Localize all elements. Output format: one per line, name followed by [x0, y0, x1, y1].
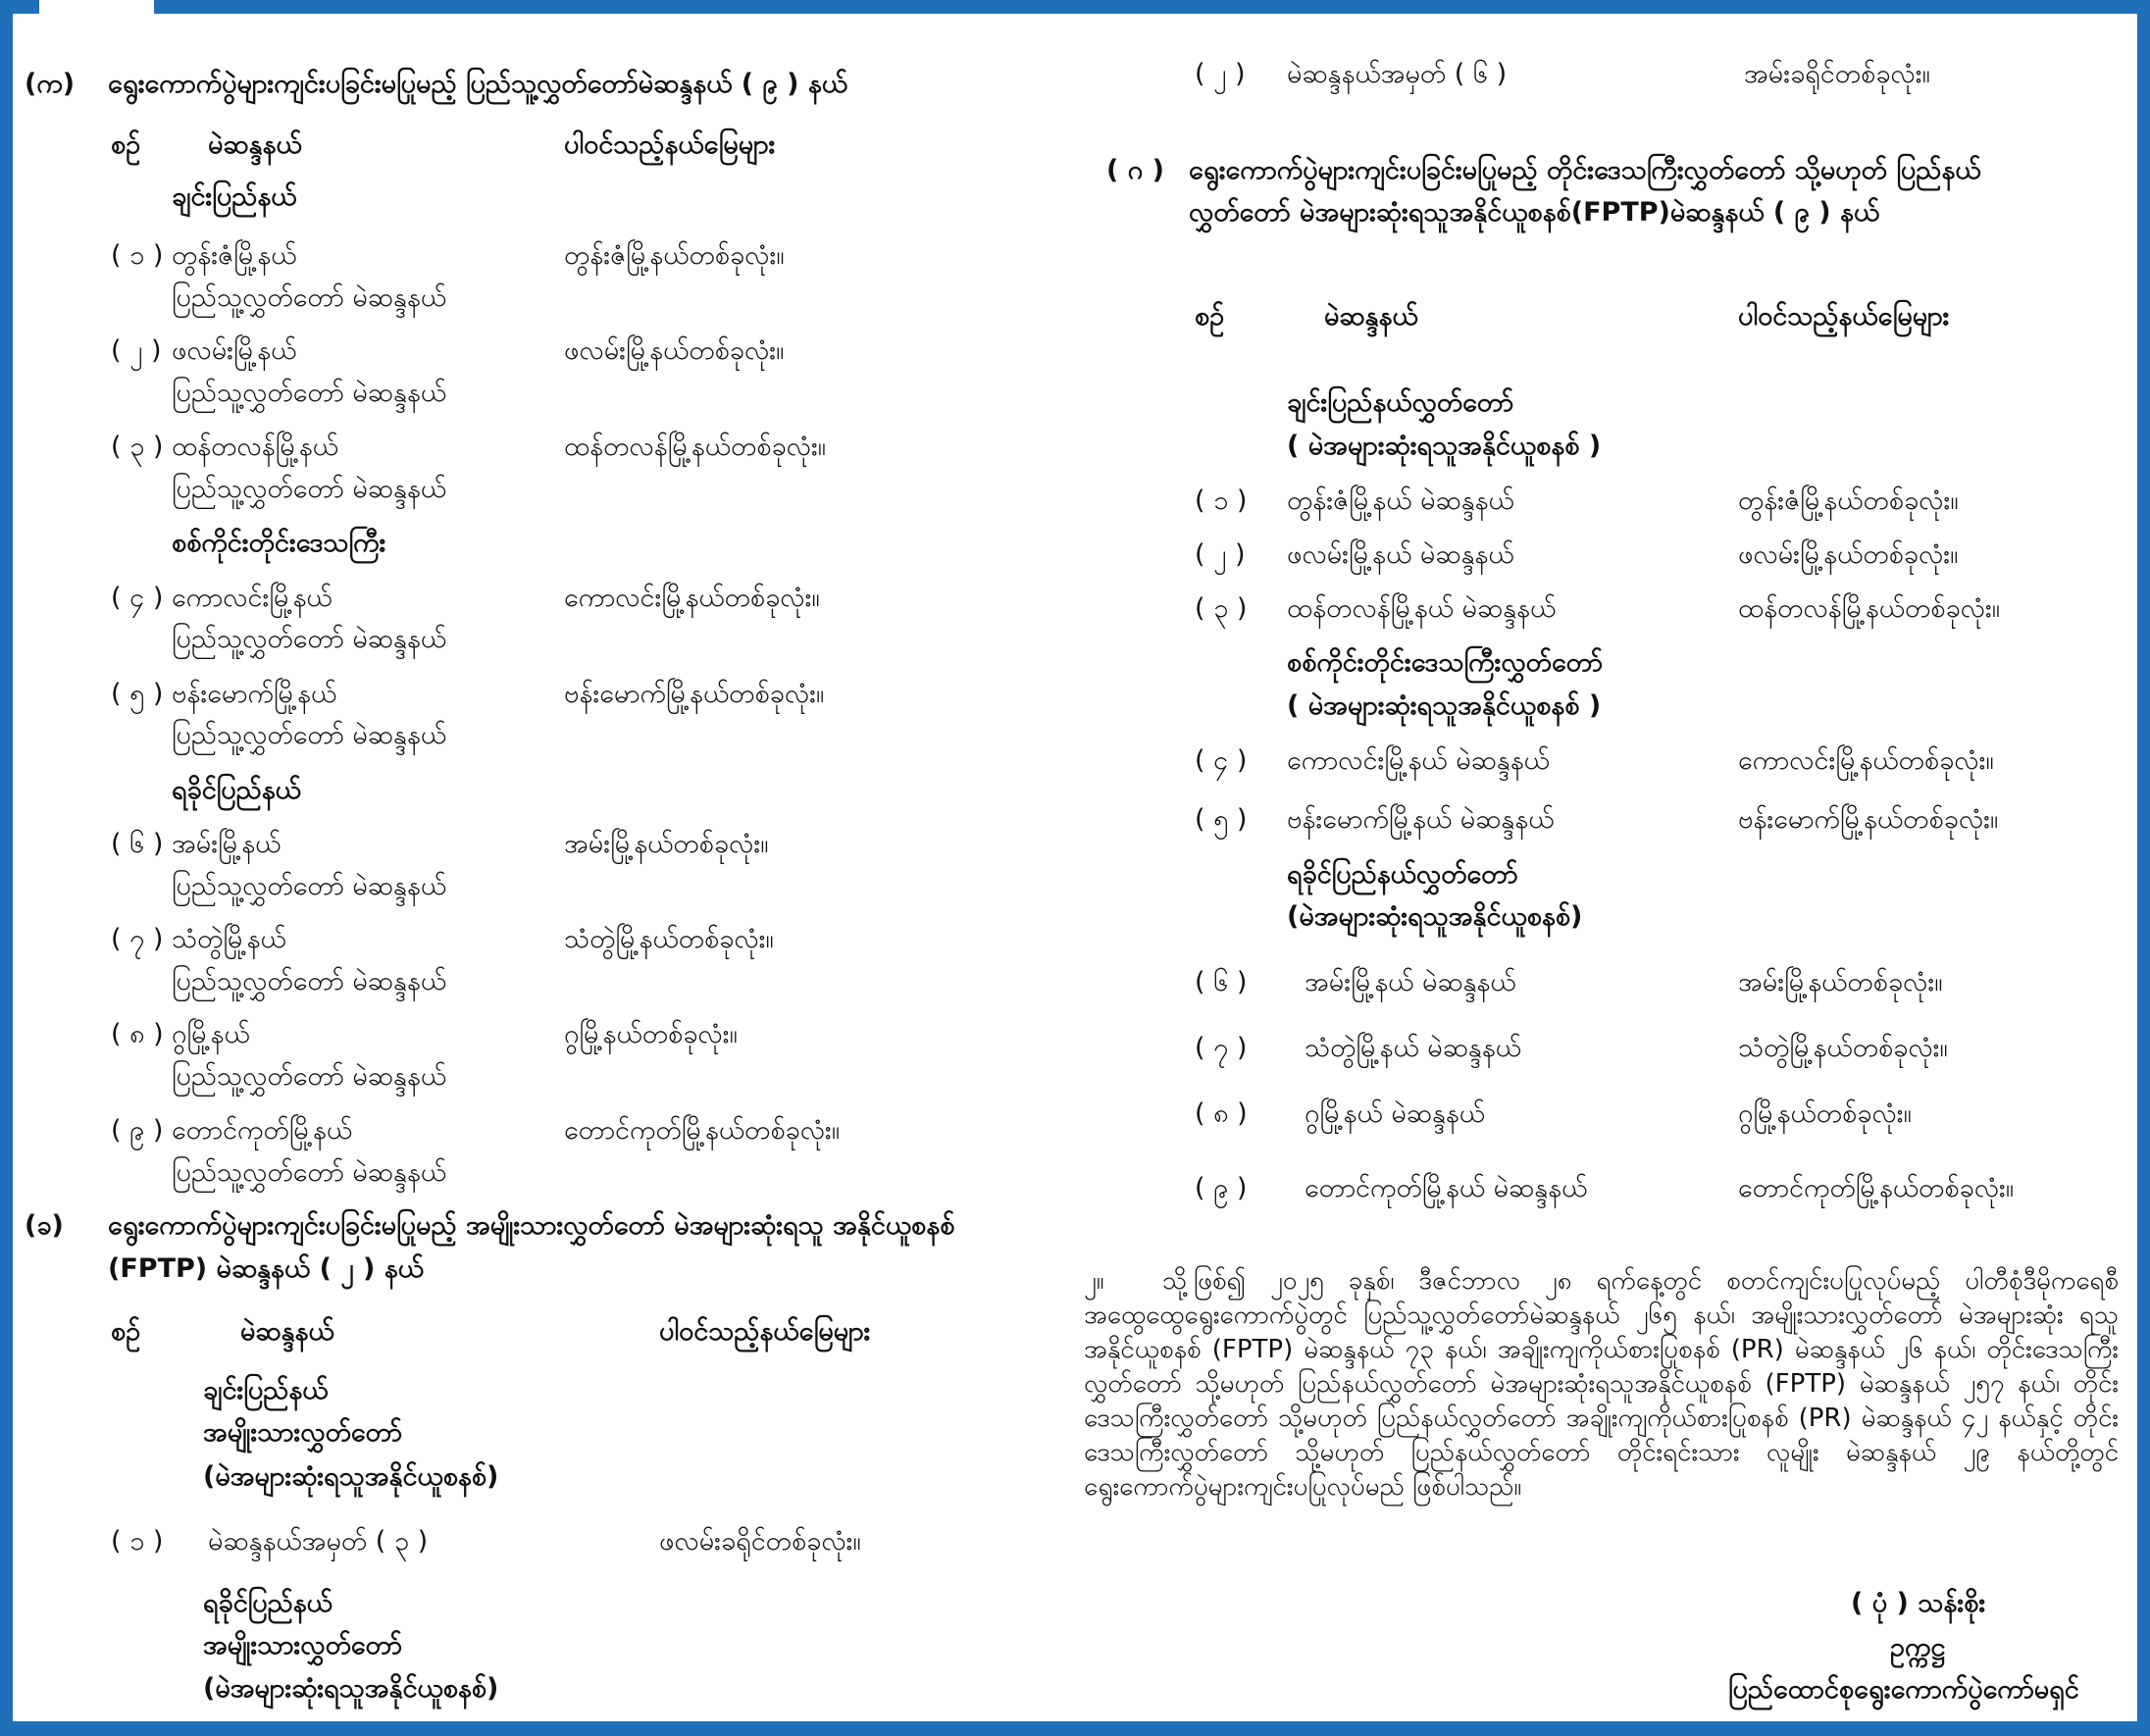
- row-included-area: ဖလမ်းခရိုင်တစ်ခုလုံး။: [659, 1526, 861, 1557]
- row-included-area: အမ်းမြို့နယ်တစ်ခုလုံး။: [564, 829, 769, 859]
- group-heading: (မဲအများဆုံးရသူအနိုင်ယူစနစ်): [203, 1461, 499, 1492]
- col-header-no: စဉ်: [111, 1316, 141, 1347]
- row-constituency: ဂွမြို့နယ်: [172, 1019, 250, 1049]
- group-heading: ချင်းပြည်နယ်လွှတ်တော်: [1287, 387, 1514, 418]
- row-constituency: မဲဆန္ဒနယ်အမှတ် ( ၆ ): [1287, 59, 1508, 89]
- section-heading: ရွေးကောက်ပွဲများကျင်းပခြင်းမပြုမည့် တိုင်းဒေသကြီးလွှတ်တော် သို့မဟုတ် ပြည်နယ်: [1189, 155, 1981, 185]
- group-heading: (မဲအများဆုံးရသူအနိုင်ယူစနစ်): [203, 1673, 499, 1704]
- row-number: ( ၅ ): [1195, 804, 1248, 835]
- row-number: ( ၆ ): [1195, 967, 1248, 997]
- signatory-name: ( ပုံ ) သန်းစိုး: [1851, 1588, 1986, 1618]
- row-sub-label: ပြည်သူ့လွှတ်တော် မဲဆန္ဒနယ်: [172, 871, 447, 901]
- col-header-no: စဉ်: [111, 129, 141, 160]
- section-marker: (ခ): [25, 1210, 64, 1241]
- row-constituency: အမ်းမြို့နယ်: [172, 829, 282, 859]
- group-heading: ( မဲအများဆုံးရသူအနိုင်ယူစနစ် ): [1287, 690, 1602, 721]
- paragraph-marker: ၂။: [1084, 1266, 1104, 1296]
- row-number: ( ၂ ): [1195, 59, 1246, 89]
- row-included-area: ဗန်းမောက်မြို့နယ်တစ်ခုလုံး။: [564, 679, 825, 709]
- group-heading: (မဲအများဆုံးရသူအနိုင်ယူစနစ်): [1287, 901, 1583, 932]
- row-sub-label: ပြည်သူ့လွှတ်တော် မဲဆန္ဒနယ်: [172, 720, 447, 750]
- frame-border-bottom: [0, 1721, 2150, 1736]
- row-included-area: ဖလမ်းမြို့နယ်တစ်ခုလုံး။: [1738, 539, 1959, 570]
- row-included-area: ထန်တလန်မြို့နယ်တစ်ခုလုံး။: [1738, 593, 2000, 624]
- signatory-organization: ပြည်ထောင်စုရွေးကောက်ပွဲကော်မရှင်: [1728, 1674, 2079, 1705]
- frame-border-top: [154, 0, 2150, 14]
- row-included-area: သံတွဲမြို့နယ်တစ်ခုလုံး။: [564, 924, 774, 954]
- row-number: ( ၃ ): [1195, 593, 1248, 624]
- section-heading-line2: (FPTP) မဲဆန္ဒနယ် ( ၂ ) နယ်: [108, 1253, 424, 1284]
- group-heading: ( မဲအများဆုံးရသူအနိုင်ယူစနစ် ): [1287, 431, 1602, 461]
- row-number: ( ၁ ): [1195, 485, 1248, 516]
- row-included-area: တွန်းဇံမြို့နယ်တစ်ခုလုံး။: [564, 240, 785, 271]
- region-heading: စစ်ကိုင်းတိုင်းဒေသကြီး: [172, 528, 386, 558]
- row-included-area: သံတွဲမြို့နယ်တစ်ခုလုံး။: [1738, 1033, 1948, 1063]
- row-constituency: မဲဆန္ဒနယ်အမှတ် ( ၃ ): [208, 1526, 429, 1557]
- row-sub-label: ပြည်သူ့လွှတ်တော် မဲဆန္ဒနယ်: [172, 624, 447, 654]
- row-included-area: ထန်တလန်မြို့နယ်တစ်ခုလုံး။: [564, 432, 826, 462]
- row-constituency: ကောလင်းမြို့နယ် မဲဆန္ဒနယ်: [1287, 745, 1550, 776]
- row-included-area: အမ်းမြို့နယ်တစ်ခုလုံး။: [1738, 967, 1943, 997]
- row-number: ( ၂ ): [111, 335, 162, 366]
- col-header-no: စဉ်: [1195, 301, 1225, 332]
- row-constituency: တွန်းဇံမြို့နယ် မဲဆန္ဒနယ်: [1287, 485, 1514, 516]
- row-number: ( ၆ ): [111, 829, 164, 859]
- group-heading: ချင်းပြည်နယ်: [203, 1375, 329, 1405]
- row-number: ( ၁ ): [111, 1526, 164, 1557]
- row-constituency: ဖလမ်းမြို့နယ် မဲဆန္ဒနယ်: [1287, 539, 1514, 570]
- row-included-area: တွန်းဇံမြို့နယ်တစ်ခုလုံး။: [1738, 485, 1959, 516]
- col-header-constituency: မဲဆန္ဒနယ်: [1324, 301, 1418, 332]
- row-number: ( ၂ ): [1195, 539, 1246, 570]
- region-heading: ရခိုင်ပြည်နယ်: [172, 775, 301, 805]
- frame-border-left: [0, 0, 13, 1736]
- row-included-area: ဂွမြို့နယ်တစ်ခုလုံး။: [1738, 1098, 1912, 1129]
- row-number: ( ၃ ): [111, 432, 164, 462]
- row-sub-label: ပြည်သူ့လွှတ်တော် မဲဆန္ဒနယ်: [172, 282, 447, 313]
- group-heading: စစ်ကိုင်းတိုင်းဒေသကြီးလွှတ်တော်: [1287, 647, 1603, 678]
- section-marker: (က): [25, 69, 76, 99]
- row-constituency: ထန်တလန်မြို့နယ် မဲဆန္ဒနယ်: [1287, 593, 1557, 624]
- row-sub-label: ပြည်သူ့လွှတ်တော် မဲဆန္ဒနယ်: [172, 1157, 447, 1188]
- section-heading: ရွေးကောက်ပွဲများကျင်းပခြင်းမပြုမည့် အမျိုးသားလွှတ်တော် မဲအများဆုံးရသူ အနိုင်ယူစနစ်: [108, 1210, 955, 1241]
- row-constituency: တောင်ကုတ်မြို့နယ်: [172, 1115, 353, 1146]
- row-number: ( ၄ ): [1195, 745, 1248, 776]
- row-constituency: သံတွဲမြို့နယ်: [172, 924, 286, 954]
- row-constituency: ဂွမြို့နယ် မဲဆန္ဒနယ်: [1305, 1098, 1485, 1129]
- row-constituency: တွန်းဇံမြို့နယ်: [172, 240, 297, 271]
- row-constituency: သံတွဲမြို့နယ် မဲဆန္ဒနယ်: [1305, 1033, 1521, 1063]
- group-heading: အမျိုးသားလွှတ်တော်: [203, 1630, 402, 1660]
- col-header-constituency: မဲဆန္ဒနယ်: [240, 1316, 334, 1347]
- row-included-area: တောင်ကုတ်မြို့နယ်တစ်ခုလုံး။: [564, 1115, 841, 1146]
- group-heading: ရခိုင်ပြည်နယ်လွှတ်တော်: [1287, 859, 1518, 890]
- row-constituency: ဗန်းမောက်မြို့နယ်: [172, 679, 337, 709]
- frame-border-right: [2137, 0, 2150, 1736]
- row-included-area: အမ်းခရိုင်တစ်ခုလုံး။: [1744, 59, 1930, 89]
- section-heading-line2: လွှတ်တော် မဲအများဆုံးရသူအနိုင်ယူစနစ်(FPTP)မဲဆန္ဒနယ် ( ၉ ) နယ်: [1189, 197, 1880, 228]
- row-number: ( ၉ ): [111, 1115, 164, 1146]
- row-included-area: တောင်ကုတ်မြို့နယ်တစ်ခုလုံး။: [1738, 1173, 2015, 1203]
- row-sub-label: ပြည်သူ့လွှတ်တော် မဲဆန္ဒနယ်: [172, 378, 447, 408]
- row-included-area: ကောလင်းမြို့နယ်တစ်ခုလုံး။: [564, 583, 820, 613]
- col-header-included: ပါဝင်သည့်နယ်မြေများ: [564, 129, 776, 160]
- row-included-area: ဗန်းမောက်မြို့နယ်တစ်ခုလုံး။: [1738, 804, 1999, 835]
- row-constituency: ဖလမ်းမြို့နယ်: [172, 335, 297, 366]
- group-heading: ရခိုင်ပြည်နယ်: [203, 1588, 333, 1618]
- row-included-area: ကောလင်းမြို့နယ်တစ်ခုလုံး။: [1738, 745, 1994, 776]
- col-header-constituency: မဲဆန္ဒနယ်: [208, 129, 302, 160]
- row-constituency: ထန်တလန်မြို့နယ်: [172, 432, 338, 462]
- row-number: ( ၈ ): [1195, 1098, 1248, 1129]
- col-header-included: ပါဝင်သည့်နယ်မြေများ: [1738, 301, 1950, 332]
- row-constituency: ဗန်းမောက်မြို့နယ် မဲဆန္ဒနယ်: [1287, 804, 1555, 835]
- row-constituency: တောင်ကုတ်မြို့နယ် မဲဆန္ဒနယ်: [1305, 1173, 1588, 1203]
- signatory-title: ဥက္ကဋ္ဌ: [1890, 1632, 1946, 1662]
- paragraph-2: [1084, 1264, 2119, 1505]
- section-heading: ရွေးကောက်ပွဲများကျင်းပခြင်းမပြုမည့် ပြည်သူ့လွှတ်တော်မဲဆန္ဒနယ် ( ၉ ) နယ်: [108, 69, 848, 99]
- row-constituency: အမ်းမြို့နယ် မဲဆန္ဒနယ်: [1305, 967, 1516, 997]
- row-sub-label: ပြည်သူ့လွှတ်တော် မဲဆန္ဒနယ်: [172, 966, 447, 996]
- group-heading: အမျိုးသားလွှတ်တော်: [203, 1417, 402, 1448]
- row-number: ( ၁ ): [111, 240, 164, 271]
- row-number: ( ၉ ): [1195, 1173, 1248, 1203]
- section-marker: ( ဂ ): [1106, 155, 1164, 185]
- paragraph-text: သို့ဖြစ်၍ ၂၀၂၅ ခုနှစ်၊ ဒီဇင်ဘာလ ၂၈ ရက်နေ့တွင် စတင်ကျင်းပပြုလုပ်မည့် ပါတီစုံဒီမိုကရေစီ အထွေထွေရွေးကောက်ပွဲတွင် ပြည်သူ့လွှတ်တော်မဲဆန္ဒနယ် ၂၆၅ နယ်၊ အမျိုးသားလွှတ်တော် မဲအများဆုံး ရသူအနိုင်ယူစနစ် (FPTP) မဲဆန္ဒနယ် ၇၃ နယ်၊ အချိုးကျကိုယ်စားပြုစနစ် (PR) မဲဆန္ဒနယ် ၂၆ နယ်၊ တိုင်းဒေသကြီးလွှတ်တော် သို့မဟုတ် ပြည်နယ်လွှတ်တော် မဲအများဆုံးရသူအနိုင်ယူစနစ် (FPTP) မဲဆန္ဒနယ် ၂၅၇ နယ်၊ တိုင်းဒေသကြီးလွှတ်တော် သို့မဟုတ် ပြည်နယ်လွှတ်တော် အချိုးကျကိုယ်စားပြုစနစ် (PR) မဲဆန္ဒနယ် ၄၂ နယ်နှင့် တိုင်းဒေသကြီးလွှတ်တော် သို့မဟုတ် ပြည်နယ်လွှတ်တော် တိုင်းရင်းသား လူမျိုး မဲဆန္ဒနယ် ၂၉ နယ်တို့တွင် ရွေးကောက်ပွဲများကျင်းပပြုလုပ်မည် ဖြစ်ပါသည်။: [1084, 1266, 2119, 1502]
- row-constituency: ကောလင်းမြို့နယ်: [172, 583, 333, 613]
- row-included-area: ဖလမ်းမြို့နယ်တစ်ခုလုံး။: [564, 335, 785, 366]
- row-sub-label: ပြည်သူ့လွှတ်တော် မဲဆန္ဒနယ်: [172, 1061, 447, 1092]
- row-number: ( ၈ ): [111, 1019, 164, 1049]
- row-sub-label: ပြည်သူ့လွှတ်တော် မဲဆန္ဒနယ်: [172, 474, 447, 504]
- row-number: ( ၄ ): [111, 583, 164, 613]
- row-number: ( ၇ ): [111, 924, 164, 954]
- row-number: ( ၅ ): [111, 679, 164, 709]
- col-header-included: ပါဝင်သည့်နယ်မြေများ: [659, 1316, 871, 1347]
- row-number: ( ၇ ): [1195, 1033, 1248, 1063]
- row-included-area: ဂွမြို့နယ်တစ်ခုလုံး။: [564, 1019, 738, 1049]
- region-heading: ချင်းပြည်နယ်: [172, 181, 297, 212]
